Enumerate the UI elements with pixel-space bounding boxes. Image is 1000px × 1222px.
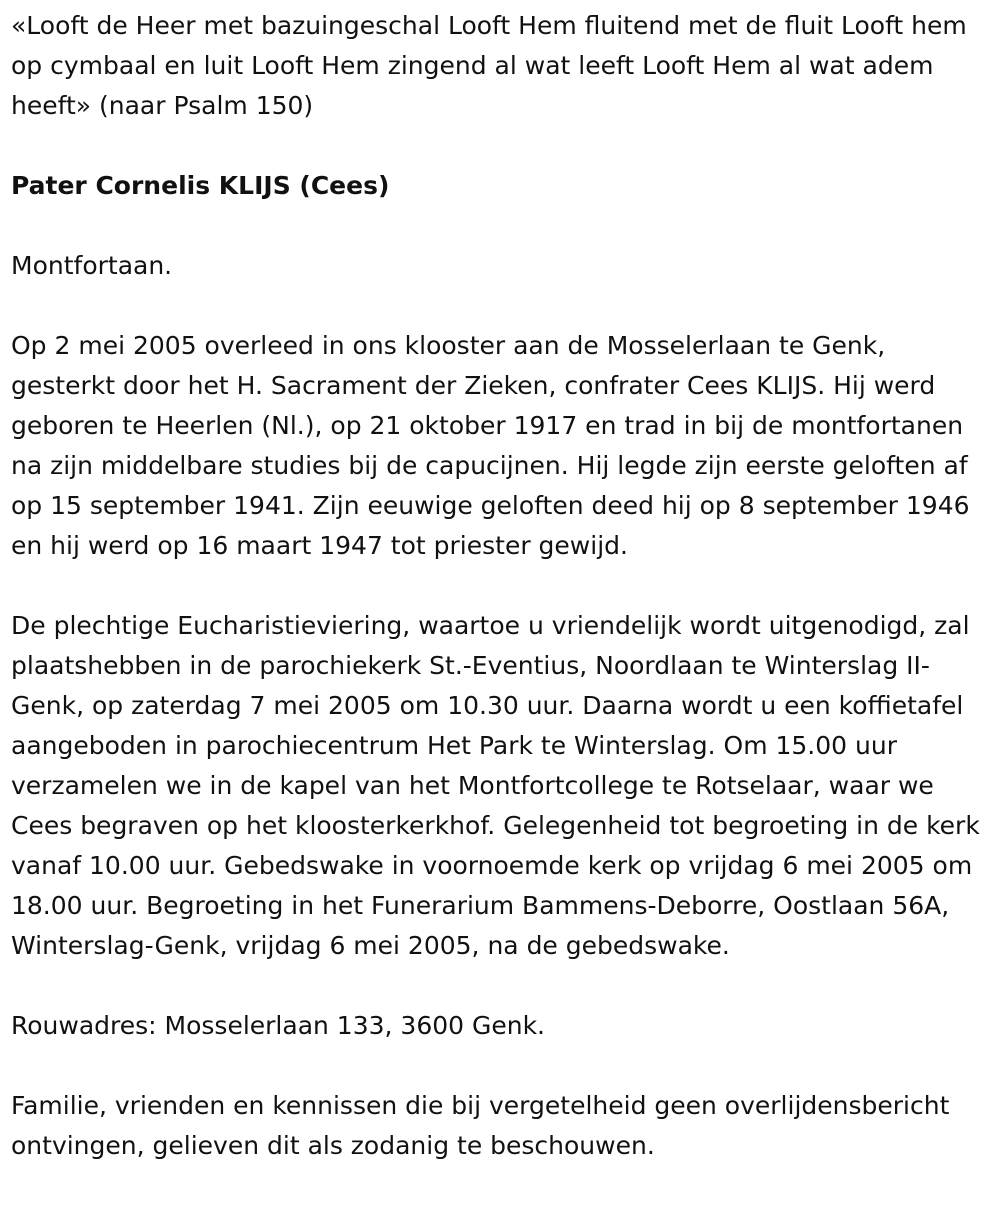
deceased-name: Pater Cornelis KLIJS (Cees) [11, 171, 390, 200]
religious-order: Montfortaan. [11, 251, 173, 280]
closing-note: Familie, vrienden en kennissen die bij vergetelheid geen overlijdensbericht ontvingen, gelieven dit als zodanig te beschouwen. [11, 1091, 950, 1160]
mourning-address: Rouwadres: Mosselerlaan 133, 3600 Genk. [11, 1011, 546, 1040]
psalm-quote: «Looft de Heer met bazuingeschal Looft Hem fluitend met de fluit Looft hem op cymbaal en luit Looft Hem zingend al wat leeft Looft Hem al wat adem heeft» (naar Psalm 150) [11, 11, 967, 120]
death-announcement: Op 2 mei 2005 overleed in ons klooster aan de Mosselerlaan te Genk, gesterkt door het H. Sacrament der Zieken, confrater Cees KLIJS. Hij werd geboren te Heerlen (Nl.), op 21 oktober 1917 en trad in bij de montfortanen na zijn middelbare studies bij de capucijnen. Hij legde zijn eerste geloften af op 15 september 1941. Zijn eeuwige geloften deed hij op 8 september 1946 en hij werd op 16 maart 1947 tot priester gewijd. [11, 331, 970, 560]
funeral-details: De plechtige Eucharistieviering, waartoe u vriendelijk wordt uitgenodigd, zal plaatshebben in de parochiekerk St.-Eventius, Noordlaan te Winterslag II-Genk, op zaterdag 7 mei 2005 om 10.30 uur. Daarna wordt u een koffietafel aangeboden in parochiecentrum Het Park te Winterslag. Om 15.00 uur verzamelen we in de kapel van het Montfortcollege te Rotselaar, waar we Cees begraven op het kloosterkerkhof. Gelegenheid tot begroeting in de kerk vanaf 10.00 uur. Gebedswake in voornoemde kerk op vrijdag 6 mei 2005 om 18.00 uur. Begroeting in het Funerarium Bammens-Deborre, Oostlaan 56A, Winterslag-Genk, vrijdag 6 mei 2005, na de gebedswake. [11, 611, 980, 960]
